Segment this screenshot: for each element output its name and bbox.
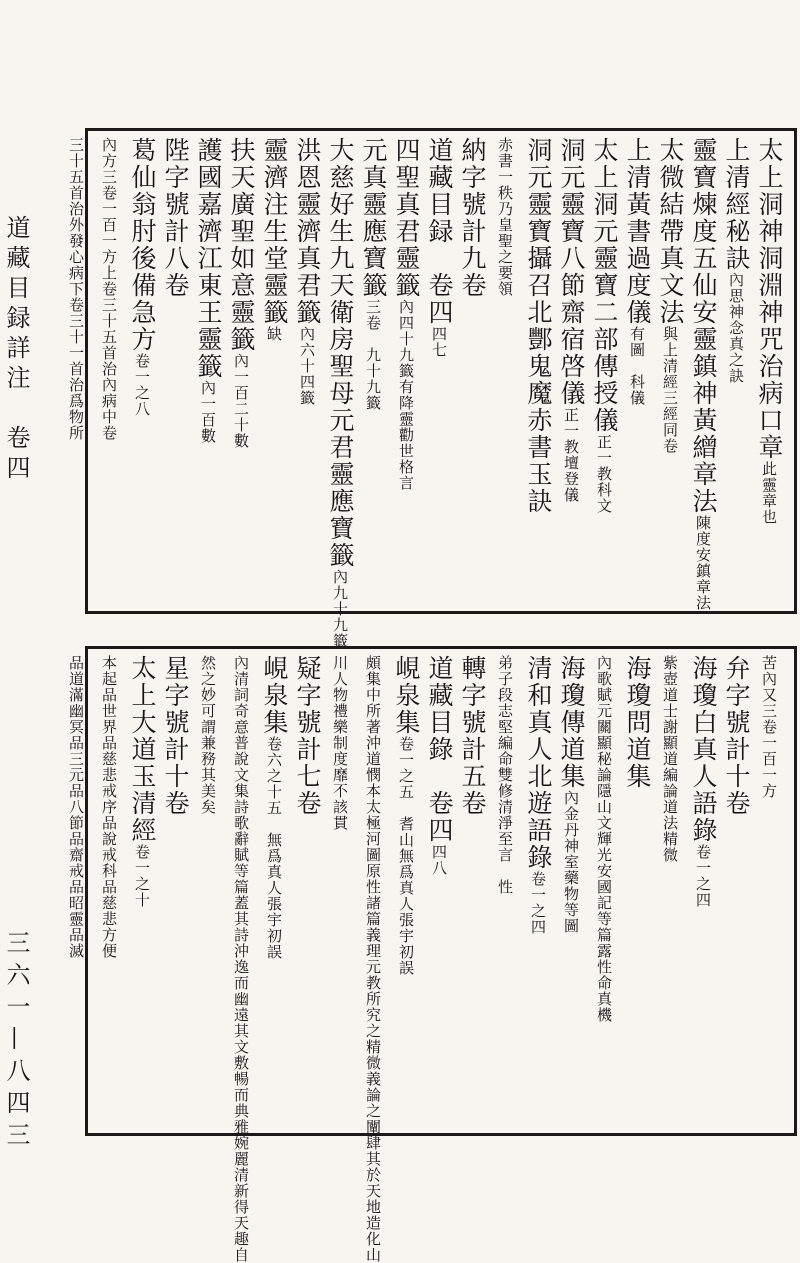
column-main-text: 洞元靈寶攝召北酆鬼魔赤書玉訣 xyxy=(524,137,553,515)
text-column xyxy=(191,137,225,605)
column-main-text: 靈寶煉度五仙安靈鎮神黃繒章法 xyxy=(689,137,718,515)
column-note-text: 卷一之八 xyxy=(133,353,151,417)
text-column xyxy=(686,655,720,1127)
column-note-text: 內四十九籤有降靈勸世格言 xyxy=(397,299,415,491)
text-column xyxy=(686,137,720,611)
column-note-text: 缺 xyxy=(265,326,283,342)
column-note-text: 四七 xyxy=(430,326,448,358)
column-main-text: 海瓊問道集 xyxy=(623,655,652,790)
column-main-text: 疑字號計七卷 xyxy=(293,655,322,817)
column-note-text: 卷六之十五 無爲真人張宇初誤 xyxy=(265,736,283,960)
column-note-text: 弟子段志堅編命雙修清淨至言 性 xyxy=(496,655,514,895)
top-text-panel xyxy=(67,128,797,649)
column-note-text: 正一教科文 xyxy=(595,434,613,514)
text-column xyxy=(752,655,786,1127)
column-note-text: 內金丹神室藥物等圖 xyxy=(562,790,580,934)
text-column xyxy=(224,655,258,1263)
column-note-text: 四八 xyxy=(430,844,448,876)
column-note-text: 卷一之四 xyxy=(529,871,547,935)
column-note-text: 頗集中所著沖道憫本太極河圖原性諸篇義理元教所究之精微義論之闡肆其於天地造化山 xyxy=(364,655,382,1263)
column-note-text: 內思神念真之訣 xyxy=(727,272,745,384)
column-main-text: 清和真人北遊語錄 xyxy=(524,655,553,871)
column-note-text: 紫壺道士謝顯道編論道法精微 xyxy=(661,655,679,863)
column-note-text: 內一百數 xyxy=(199,380,217,444)
column-main-text: 葛仙翁肘後備急方 xyxy=(128,137,157,353)
running-title: 道藏目録詳注 卷四 xyxy=(2,215,30,485)
column-note-text: 有圖 科儀 xyxy=(628,326,646,406)
text-column xyxy=(752,137,786,605)
column-note-text: 內九十九籤 xyxy=(331,569,349,649)
text-column xyxy=(554,137,588,605)
column-main-text: 大慈好生九天衛房聖母元君靈應寶籤 xyxy=(326,137,355,569)
text-column xyxy=(125,137,159,605)
column-main-text: 洪恩靈濟真君籤 xyxy=(293,137,322,326)
column-main-text: 太上大道玉清經 xyxy=(128,655,157,844)
column-note-text: 川人物禮樂制度靡不該貫 xyxy=(331,655,349,831)
column-main-text: 太上洞元靈寶二部傳授儀 xyxy=(590,137,619,434)
text-column xyxy=(719,655,753,1127)
column-note-text: 卷一之四 xyxy=(694,844,712,908)
text-column xyxy=(521,137,555,605)
text-column xyxy=(422,655,456,1127)
column-main-text: 峴泉集 xyxy=(260,655,289,736)
text-column xyxy=(356,137,390,605)
column-main-text: 上清黃書過度儀 xyxy=(623,137,652,326)
column-note-text: 苦內又三卷一百一方 xyxy=(760,655,778,799)
text-column xyxy=(653,655,687,1127)
text-column xyxy=(92,655,126,1127)
column-main-text: 陛字號計八卷 xyxy=(161,137,190,299)
column-main-text: 太上洞神洞淵神咒治病口章 xyxy=(755,137,784,461)
column-main-text: 道藏目錄 卷四 xyxy=(425,655,454,844)
text-column xyxy=(323,137,357,649)
column-main-text: 上清經秘訣 xyxy=(722,137,751,272)
column-note-text: 赤書一秩乃皇聖之要領 xyxy=(496,137,514,297)
text-column xyxy=(59,137,93,605)
column-note-text: 本起品世界品慈悲戒序品說戒科品慈悲方便 xyxy=(100,655,118,959)
column-note-text: 卷一之五 耆山無爲真人張宇初誤 xyxy=(397,736,415,976)
page-number: 三六一—八四三 xyxy=(2,930,30,1154)
text-column xyxy=(620,137,654,605)
column-note-text: 卷一之十 xyxy=(133,844,151,908)
column-note-text: 品道滿幽冥品三元品八節品齋戒品昭靈品滅 xyxy=(67,655,85,959)
text-column xyxy=(290,137,324,605)
text-column xyxy=(521,655,555,1127)
column-main-text: 峴泉集 xyxy=(392,655,421,736)
text-column xyxy=(323,655,357,1127)
column-note-text: 內一百二十數 xyxy=(232,353,250,449)
column-note-text: 內方三卷一百一方上卷三十五首治內病中卷 xyxy=(100,137,118,441)
column-main-text: 元真靈應寶籤 xyxy=(359,137,388,299)
text-column xyxy=(59,655,93,1127)
column-note-text: 內六十四籤 xyxy=(298,326,316,406)
text-column xyxy=(455,137,489,605)
text-column xyxy=(653,137,687,605)
text-column xyxy=(455,655,489,1127)
text-column xyxy=(554,655,588,1127)
text-column xyxy=(488,655,522,1127)
text-column xyxy=(488,137,522,605)
text-column xyxy=(620,655,654,1127)
text-column xyxy=(587,137,621,605)
column-note-text: 正一教壇登儀 xyxy=(562,407,580,503)
column-main-text: 轉字號計五卷 xyxy=(458,655,487,817)
text-column xyxy=(257,137,291,605)
column-note-text: 陳度安鎮章法 xyxy=(694,515,712,611)
bottom-text-panel xyxy=(67,646,797,1263)
text-column xyxy=(158,137,192,605)
text-column xyxy=(125,655,159,1127)
column-main-text: 海瓊傳道集 xyxy=(557,655,586,790)
column-main-text: 靈濟注生堂靈籤 xyxy=(260,137,289,326)
column-note-text: 三卷 九十九籤 xyxy=(364,299,382,411)
text-column xyxy=(158,655,192,1127)
column-note-text: 然之妙可謂兼務其美矣 xyxy=(199,655,217,815)
text-column xyxy=(356,655,390,1263)
text-column xyxy=(587,655,621,1127)
text-column xyxy=(257,655,291,1127)
column-main-text: 扶天廣聖如意靈籤 xyxy=(227,137,256,353)
column-main-text: 弁字號計十卷 xyxy=(722,655,751,817)
text-column xyxy=(92,137,126,605)
column-main-text: 太微結帶真文法 xyxy=(656,137,685,326)
column-main-text: 納字號計九卷 xyxy=(458,137,487,299)
column-main-text: 道藏目録 卷四 xyxy=(425,137,454,326)
column-main-text: 四聖真君靈籤 xyxy=(392,137,421,299)
text-column xyxy=(224,137,258,605)
text-column xyxy=(389,655,423,1127)
column-note-text: 內歌賦元關顯秘論隱山文輝光安國記等篇露性命真機 xyxy=(595,655,613,1023)
text-column xyxy=(290,655,324,1127)
column-note-text: 與上清經三經同卷 xyxy=(661,326,679,454)
column-main-text: 護國嘉濟江東王靈籤 xyxy=(194,137,223,380)
column-note-text: 三十五首治外發心病下卷三十一首治爲物所 xyxy=(67,137,85,441)
column-main-text: 星字號計十卷 xyxy=(161,655,190,817)
column-main-text: 洞元靈寶八節齋宿啓儀 xyxy=(557,137,586,407)
column-note-text: 此靈章也 xyxy=(760,461,778,525)
text-column xyxy=(191,655,225,1127)
column-main-text: 海瓊白真人語錄 xyxy=(689,655,718,844)
text-column xyxy=(389,137,423,605)
text-column xyxy=(719,137,753,605)
text-column xyxy=(422,137,456,605)
column-note-text: 內清詞奇意普說文集詩歌辭賦等篇蓋其詩沖逸而幽遠其文敷暢而典雅婉麗清新得天趣自 xyxy=(232,655,250,1263)
